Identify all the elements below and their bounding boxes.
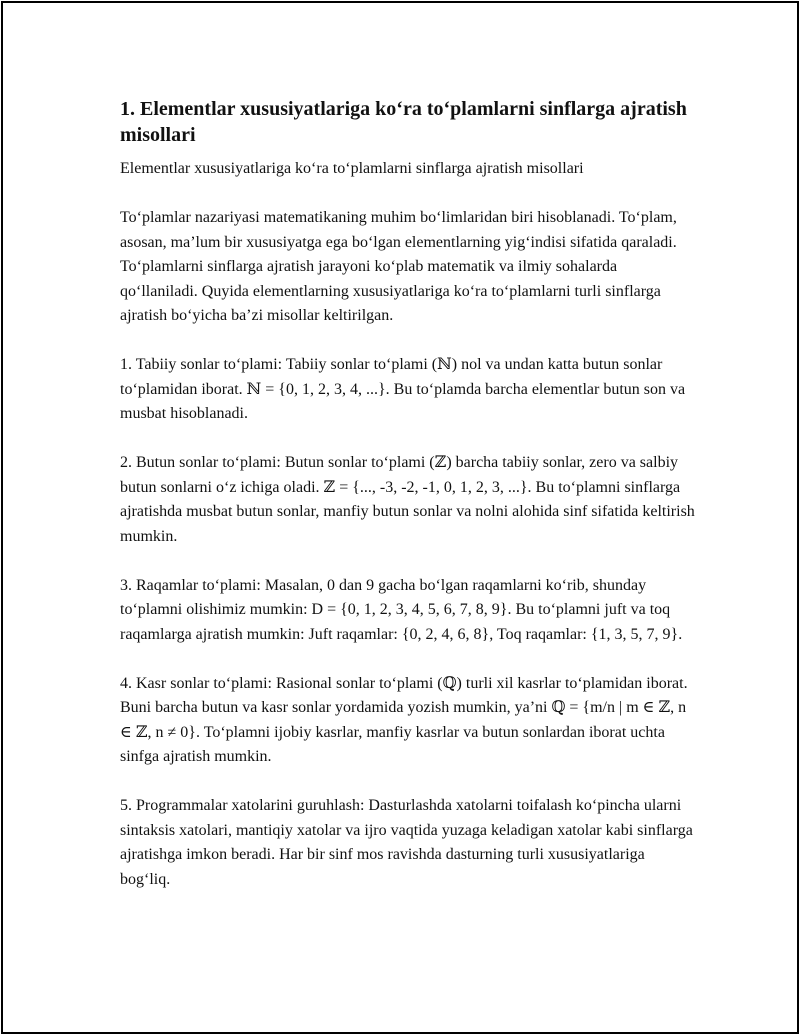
example-item-2: 2. Butun sonlar to‘plami: Butun sonlar to‘plami (ℤ) barcha tabiiy sonlar, zero va salbiy butun sonlarni o‘z ichiga oladi. ℤ = {..., -3, -2, -1, 0, 1, 2, 3, ...}. Bu to‘plamni sinflarga ajratishda musbat butun sonlar, manfiy butun sonlar va nolni alohida sinf sifatida keltirish mumkin. [120, 454, 695, 545]
example-item-3: 3. Raqamlar to‘plami: Masalan, 0 dan 9 gacha bo‘lgan raqamlarni ko‘rib, shunday to‘plamni olishimiz mumkin: D = {0, 1, 2, 3, 4, 5, 6, 7, 8, 9}. Bu to‘plamni juft va toq raqamlarga ajratish mumkin: Juft raqamlar: {0, 2, 4, 6, 8}, Toq raqamlar: {1, 3, 5, 7, 9}. [120, 576, 683, 643]
document-title: 1. Elementlar xususiyatlariga ko‘ra to‘plamlarni sinflarga ajratish misollari [120, 98, 687, 146]
intro-paragraph: To‘plamlar nazariyasi matematikaning muhim bo‘limlaridan biri hisoblanadi. To‘plam, asosan, ma’lum bir xususiyatga ega bo‘lgan elementlarning yig‘indisi sifatida qaraladi. To‘plamlarni sinflarga ajratish jarayoni ko‘plab matematik va ilmiy sohalarda qo‘llaniladi. Quyida elementlarning xususiyatlariga ko‘ra to‘plamlarni turli sinflarga ajratish bo‘yicha ba’zi misollar keltirilgan. [120, 209, 677, 324]
example-item-5: 5. Programmalar xatolarini guruhlash: Dasturlashda xatolarni toifalash ko‘pincha ularni sintaksis xatolari, mantiqiy xatolar va ijro vaqtida yuzaga keladigan xatolar kabi sinflarga ajratishga imkon beradi. Har bir sinf mos ravishda dasturning turli xususiyatlariga bog‘liq. [120, 797, 693, 888]
document-subtitle: Elementlar xususiyatlariga ko‘ra to‘plamlarni sinflarga ajratish misollari [120, 160, 584, 177]
example-item-1: 1. Tabiiy sonlar to‘plami: Tabiiy sonlar to‘plami (ℕ) nol va undan katta butun sonlar to‘plamidan iborat. ℕ = {0, 1, 2, 3, 4, ...}. Bu to‘plamda barcha elementlar butun son va musbat hisoblanadi. [120, 356, 686, 422]
document-content [120, 96, 695, 917]
document-page [1, 1, 799, 1034]
example-item-4: 4. Kasr sonlar to‘plami: Rasional sonlar to‘plami (ℚ) turli xil kasrlar to‘plamidan iborat. Buni barcha butun va kasr sonlar yordamida yozish mumkin, ya’ni ℚ = {m/n | m ∈ ℤ, n ∈ ℤ, n ≠ 0}. To‘plamni ijobiy kasrlar, manfiy kasrlar va butun sonlardan iborat uchta sinfga ajratish mumkin. [120, 674, 688, 765]
